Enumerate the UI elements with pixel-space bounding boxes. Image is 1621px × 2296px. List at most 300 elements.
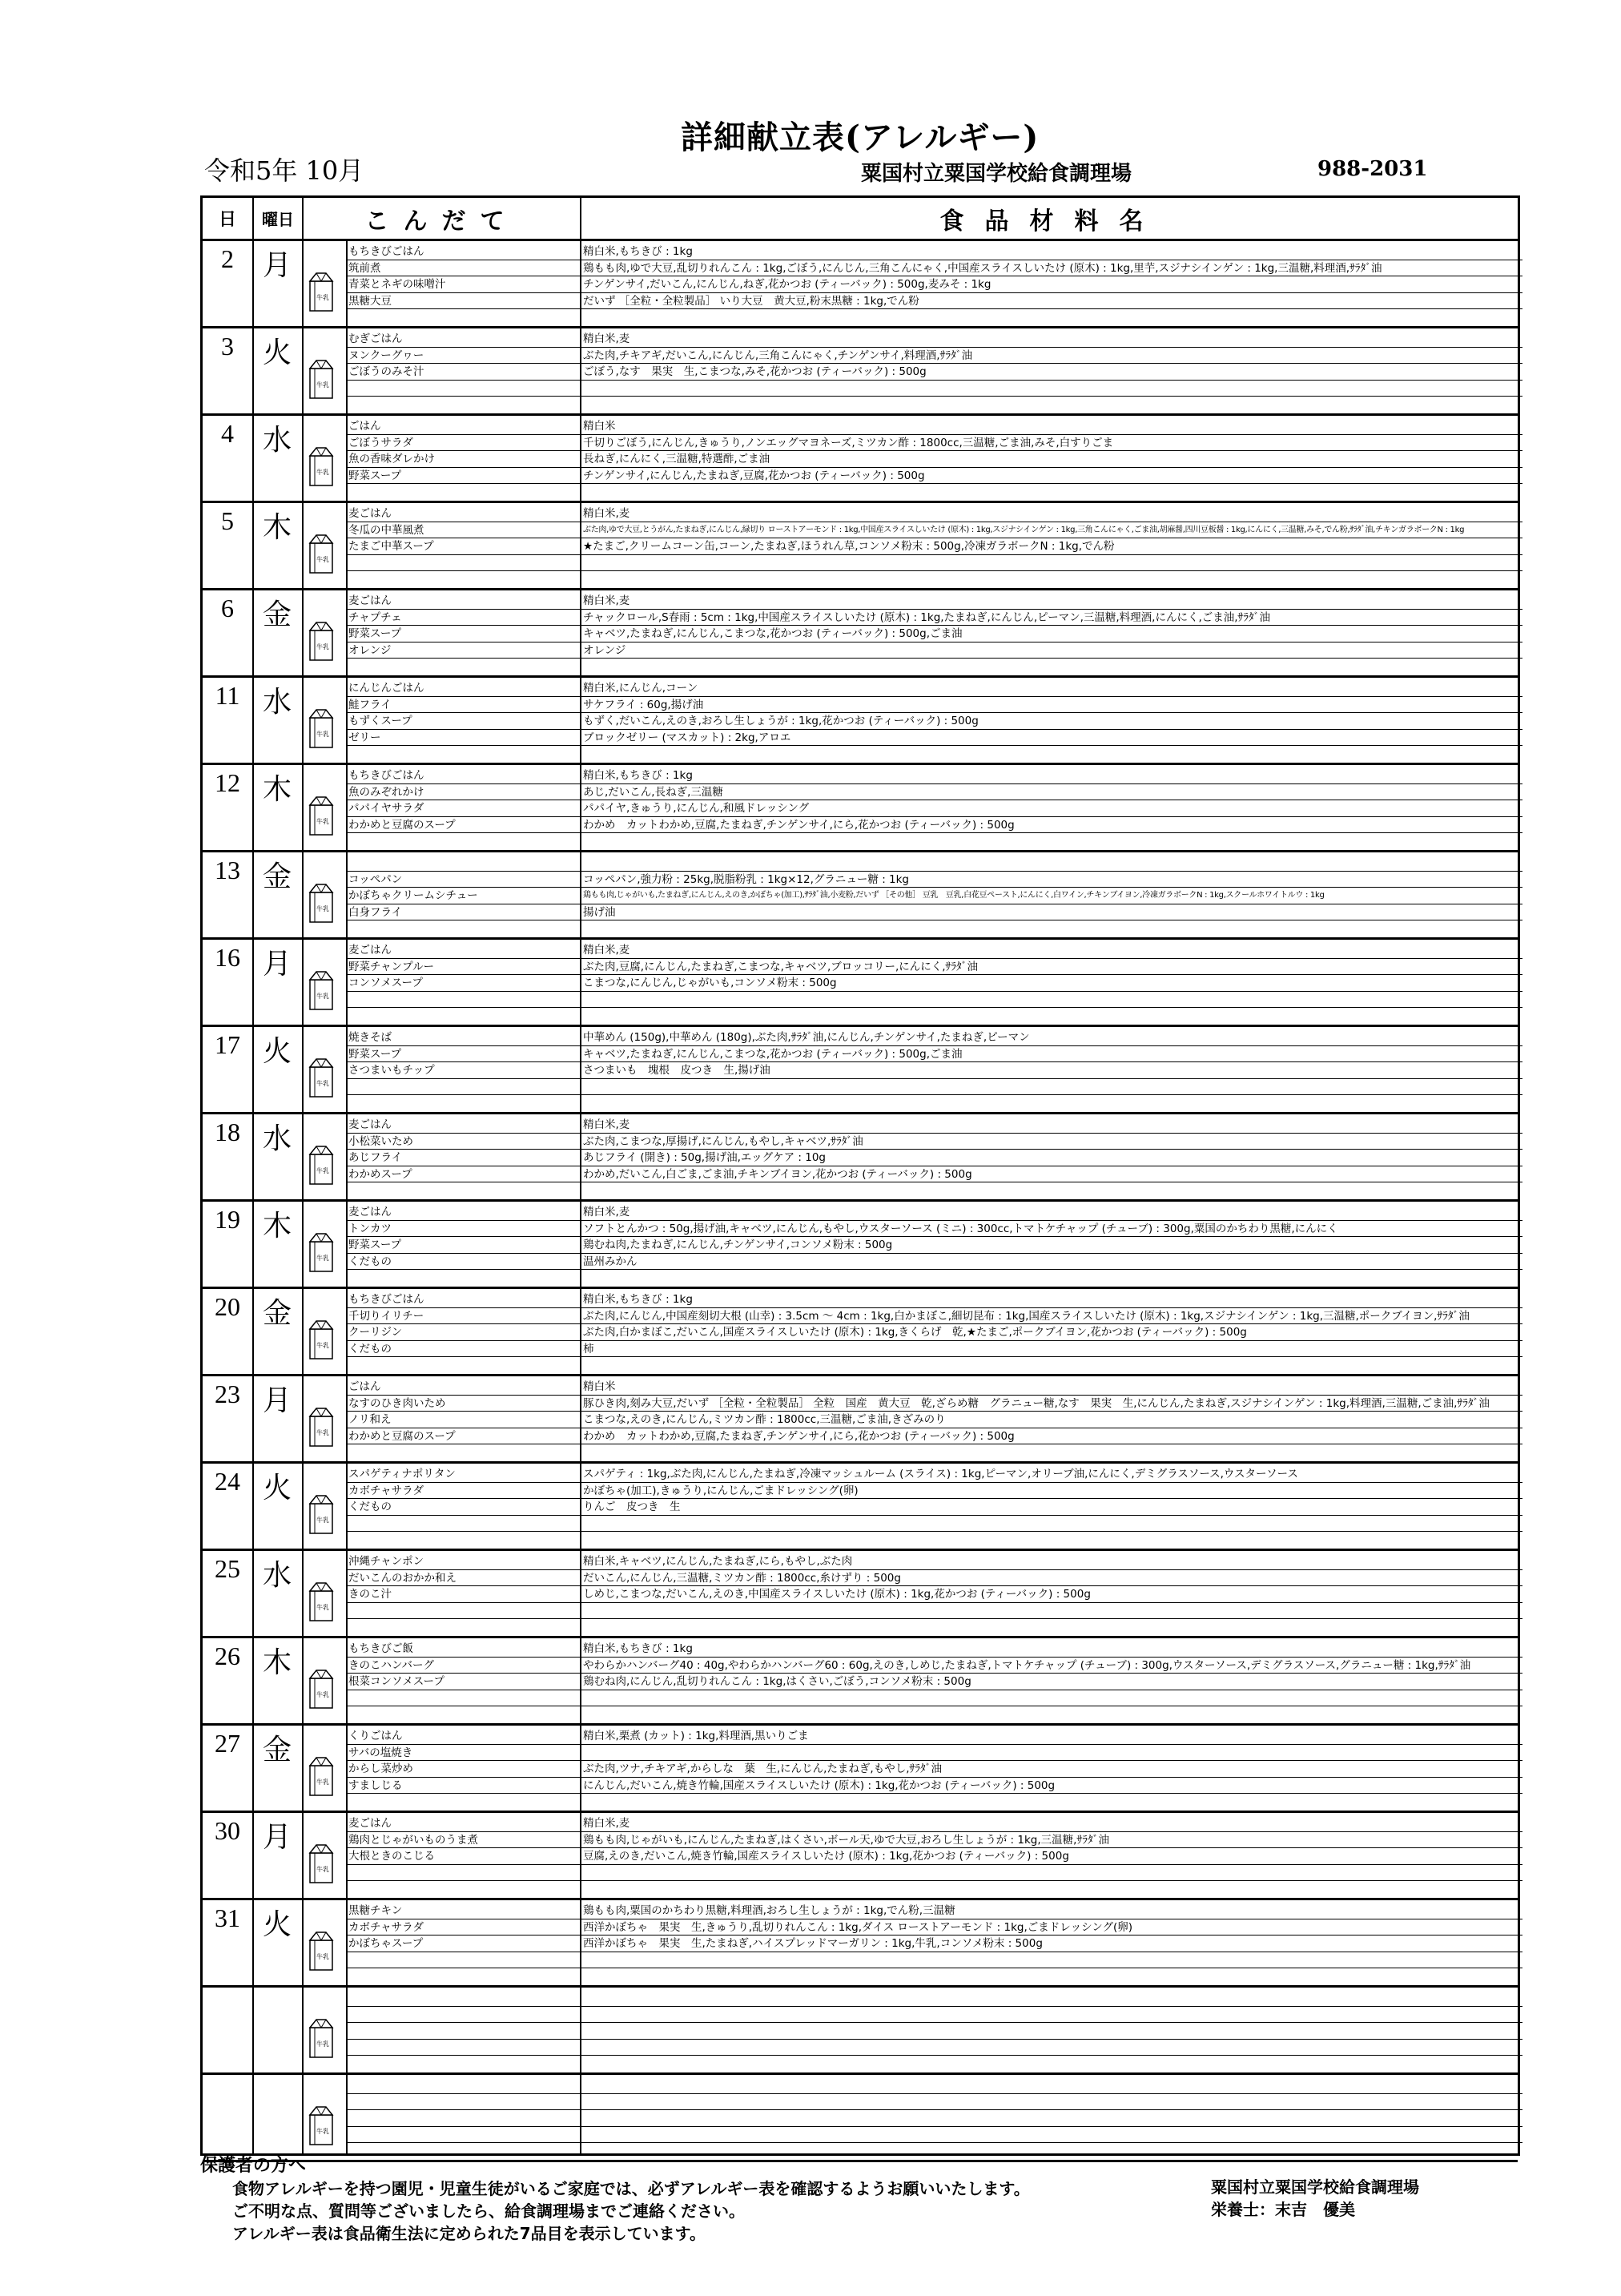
day-number: 6 [221,594,234,622]
dish-name: トンカツ [346,1221,580,1238]
dish-name: ノリ和え [346,1412,580,1428]
dish-name: パパイヤサラダ [346,800,580,817]
ingredient-list: ぶた肉,豆腐,にんじん,たまねぎ,こまつな,キャベツ,ブロッコリー,にんにく,ｻﾗﾀﾞ油 [580,959,1522,976]
svg-text:牛乳: 牛乳 [316,556,329,563]
day-block [203,1638,1518,1726]
weekday: 月 [262,249,292,282]
day-number: 24 [215,1467,240,1496]
ingredient-list [580,397,1522,413]
dish-name [346,1270,580,1287]
milk-carton-icon [308,2105,334,2145]
milk-carton-icon [308,1319,334,1359]
dish-name: くりごはん [346,1728,580,1745]
dish-name: 黒糖大豆 [346,293,580,310]
issuer-name: 粟国村立粟国学校給食調理場 [861,162,1132,186]
ingredient-list: 揚げ油 [580,904,1522,921]
ingredient-list: 豆腐,えのき,だいこん,焼き竹輪,国産スライスしいたけ (原木) : 1kg,花かつお (ティーバック) : 500g [580,1848,1522,1865]
svg-text:牛乳: 牛乳 [316,1167,329,1174]
ingredient-list: 西洋かぼちゃ 果実 生,きゅうり,乱切りれんこん : 1kg,ダイス ローストアーモンド : 1kg,ごまドレッシング(卵) [580,1919,1522,1936]
nutritionist-name: 栄養士：末吉 優美 [1211,2200,1355,2219]
dish-name: 麦ごはん [346,1204,580,1221]
dish-name: 根菜コンソメスープ [346,1674,580,1690]
dish-name [346,381,580,397]
ingredient-list: さつまいも 塊根 皮つき 生,揚げ油 [580,1062,1522,1079]
ingredient-list: ぶた肉,にんじん,中国産刻切大根 (山幸) : 3.5cm ～ 4cm : 1kg,白かまぼこ,細切昆布 : 1kg,国産スライスしいたけ (原木) : 1kg,スジナシインゲン : 1kg,三温糖,ポークブイヨン,ｻﾗﾀﾞ油 [580,1308,1522,1325]
header-menu: こんだて [302,198,580,239]
day-block [203,1027,1518,1114]
ingredient-list: パパイヤ,きゅうり,にんじん,和風ドレッシング [580,800,1522,817]
ingredient-list: ぶた肉,白かまぼこ,だいこん,国産スライスしいたけ (原木) : 1kg,きくらげ 乾,★たまご,ポークブイヨン,花かつお (ティーバック) : 500g [580,1324,1522,1341]
dish-name: 野菜スープ [346,1237,580,1254]
milk-carton-icon [308,796,334,836]
svg-text:牛乳: 牛乳 [316,905,329,912]
ingredient-list: ブロックゼリー (マスカット) : 2kg,アロエ [580,730,1522,747]
ingredient-list: 精白米,もちきび : 1kg [580,244,1522,260]
ingredient-list [580,1270,1522,1287]
svg-text:牛乳: 牛乳 [316,993,329,1000]
ingredient-list: チャックロール,S春雨 : 5cm : 1kg,中国産スライスしいたけ (原木) : 1kg,たまねぎ,にんじん,ピーマン,三温糖,料理酒,にんにく,ごま油,ｻﾗﾀﾞ油 [580,610,1522,626]
ingredient-list: 長ねぎ,にんにく,三温糖,特選酢,ごま油 [580,451,1522,468]
milk-carton-icon [308,359,334,399]
dish-name: 麦ごはん [346,506,580,522]
dish-name [346,2056,580,2072]
milk-carton-icon [308,708,334,748]
ingredient-list: 中華めん (150g),中華めん (180g),ぶた肉,ｻﾗﾀﾞ油,にんじん,チンゲンサイ,たまねぎ,ピーマン [580,1029,1522,1046]
header-ingredients: 食品材料名 [580,198,1522,239]
dish-name [346,855,580,872]
page-title: 詳細献立表(アレルギー) [681,119,1040,156]
ingredient-list: 鶏もも肉,じゃがいも,たまねぎ,にんじん,えのき,かぼちゃ(加工),ｻﾗﾀﾞ油,小麦粉,だいず ［その他］ 豆乳 豆乳,白花豆ペースト,にんにく,白ワイン,チキンブイヨン,冷凍ガラボークN : 1kg,スクールホワイトルウ : 1kg [580,888,1522,904]
dish-name [346,309,580,326]
ingredient-list [580,309,1522,326]
milk-carton-icon [308,883,334,923]
day-block [203,1726,1518,1813]
header-day: 日 [218,209,236,230]
dish-name: むぎごはん [346,331,580,348]
weekday: 木 [262,511,292,544]
ingredient-list: 千切りごぼう,にんじん,きゅうり,ノンエッグマヨネーズ,ミツカン酢 : 1800cc,三温糖,ごま油,みそ,白すりごま [580,435,1522,452]
milk-carton-icon [308,970,334,1010]
milk-carton-icon [308,621,334,661]
svg-text:牛乳: 牛乳 [316,1691,329,1698]
day-number: 12 [215,768,240,797]
ingredient-list: 鶏もも肉,粟国のかちわり黒糖,料理酒,おろし生しょうが : 1kg,でん粉,三温糖 [580,1903,1522,1919]
dish-name [346,2127,580,2144]
ingredient-list [580,1690,1522,1707]
dish-name: 麦ごはん [346,942,580,959]
weekday: 金 [262,1297,292,1330]
ingredient-list: 精白米,麦 [580,1815,1522,1832]
ingredient-list [580,2023,1522,2040]
dish-name [346,2077,580,2094]
dish-name: 野菜スープ [346,1046,580,1063]
dish-name: クーリジン [346,1324,580,1341]
day-number: 27 [215,1729,240,1758]
dish-name: ごぼうのみそ汁 [346,364,580,381]
dish-name: にんじんごはん [346,680,580,697]
dish-name [346,2110,580,2127]
dish-name [346,1952,580,1969]
weekday: 火 [262,1908,292,1941]
day-block [203,678,1518,765]
day-number: 25 [215,1554,240,1583]
ingredient-list: 精白米,キャベツ,にんじん,たまねぎ,にら,もやし,ぶた肉 [580,1553,1522,1570]
dish-name: さつまいもチップ [346,1062,580,1079]
ingredient-list [580,1745,1522,1762]
svg-text:牛乳: 牛乳 [316,731,329,738]
day-number: 17 [215,1030,240,1059]
ingredient-list [580,1357,1522,1374]
ingredient-list: 精白米,麦 [580,506,1522,522]
day-number: 23 [215,1380,240,1408]
dish-name: 麦ごはん [346,593,580,610]
notice-heading: 保護者の方へ [200,2156,307,2176]
weekday: 月 [262,1384,292,1417]
day-block [203,765,1518,852]
dish-name: あじフライ [346,1150,580,1166]
dish-name: 魚のみぞれかけ [346,784,580,801]
svg-text:牛乳: 牛乳 [316,1866,329,1873]
ingredient-list: ごぼう,なす 果実 生,こまつな,みそ,花かつお (ティーバック) : 500g [580,364,1522,381]
ingredient-list [580,992,1522,1009]
ingredient-list: ★たまご,クリームコーン缶,コーン,たまねぎ,ほうれん草,コンソメ粉末 : 500g,冷凍ガラボークN : 1kg,でん粉 [580,538,1522,555]
ingredient-list: 精白米,もちきび : 1kg [580,1291,1522,1308]
dish-name: もずくスープ [346,713,580,730]
ingredient-list: コッペパン,強力粉 : 25kg,脱脂粉乳 : 1kg×12,グラニュー糖 : 1kg [580,872,1522,888]
dish-name [346,1182,580,1199]
dish-name [346,1444,580,1461]
menu-table [200,195,1520,2156]
day-number: 19 [215,1205,240,1234]
ingredient-list: あじフライ (開き) : 50g,揚げ油,エッグケア : 10g [580,1150,1522,1166]
ingredient-list: チンゲンサイ,にんじん,たまねぎ,豆腐,花かつお (ティーバック) : 500g [580,468,1522,485]
weekday: 月 [262,1821,292,1854]
ingredient-list: こまつな,えのき,にんじん,ミツカン酢 : 1800cc,三温糖,ごま油,きざみのり [580,1412,1522,1428]
dish-name: ごはん [346,1379,580,1396]
ingredient-list: 西洋かぼちゃ 果実 生,たまねぎ,ハイスプレッドマーガリン : 1kg,牛乳,コンソメ粉末 : 500g [580,1935,1522,1952]
ingredient-list: 精白米,もちきび : 1kg [580,767,1522,784]
dish-name: コンソメスープ [346,975,580,992]
notice-line: ご不明な点、質問等ございましたら、給食調理場までご連絡ください。 [232,2201,745,2221]
svg-text:牛乳: 牛乳 [316,643,329,651]
dish-name: きのこハンバーグ [346,1658,580,1674]
weekday: 水 [262,1122,292,1155]
dish-name [346,920,580,937]
milk-carton-icon [308,1145,334,1185]
ingredient-list: ぶた肉,ツナ,チキアギ,からしな 葉 生,にんじん,たまねぎ,もやし,ｻﾗﾀﾞ油 [580,1761,1522,1778]
day-number: 20 [215,1292,240,1321]
dish-name [346,1619,580,1636]
ingredient-list [580,1706,1522,1723]
dish-name [346,1881,580,1898]
day-block [203,2075,1518,2162]
ingredient-list: 鶏むね肉,たまねぎ,にんじん,チンゲンサイ,コンソメ粉末 : 500g [580,1237,1522,1254]
ingredient-list [580,1516,1522,1533]
dish-name: くだもの [346,1254,580,1271]
day-block [203,503,1518,590]
dish-name: もちきびごはん [346,767,580,784]
ingredient-list: 精白米,麦 [580,331,1522,348]
ingredient-list: わかめ,だいこん,白ごま,ごま油,チキンブイヨン,花かつお (ティーバック) : 500g [580,1166,1522,1183]
dish-name: 麦ごはん [346,1117,580,1134]
table-header [203,198,1518,241]
day-number: 5 [221,506,234,535]
ingredient-list: 精白米,麦 [580,942,1522,959]
milk-carton-icon [308,534,334,574]
dish-name [346,2040,580,2056]
day-block [203,1813,1518,1900]
dish-name [346,2094,580,2111]
day-block [203,940,1518,1027]
weekday: 水 [262,1559,292,1592]
dish-name: ごはん [346,418,580,435]
signature-block [1211,2176,1419,2221]
dish-name [346,1706,580,1723]
weekday: 木 [262,1646,292,1679]
day-number: 13 [215,856,240,884]
ingredient-list [580,1532,1522,1549]
dish-name: オレンジ [346,642,580,659]
dish-name: 小松菜いため [346,1134,580,1150]
dish-name [346,1532,580,1549]
dish-name: だいこんのおかか和え [346,1570,580,1587]
ingredient-list: 精白米,もちきび : 1kg [580,1641,1522,1658]
ingredient-list [580,855,1522,872]
ingredient-list [580,1865,1522,1882]
ingredient-list: こまつな,にんじん,じゃがいも,コンソメ粉末 : 500g [580,975,1522,992]
dish-name [346,397,580,413]
ingredient-list [580,1794,1522,1811]
milk-carton-icon [308,2018,334,2058]
ingredient-list [580,1881,1522,1898]
ingredient-list [580,2056,1522,2072]
milk-carton-icon [308,272,334,312]
dish-name: スパゲティナポリタン [346,1466,580,1483]
ingredient-list: 精白米 [580,418,1522,435]
day-block [203,852,1518,940]
svg-text:牛乳: 牛乳 [316,2040,329,2048]
dish-name: わかめと豆腐のスープ [346,1428,580,1445]
dish-name: からし菜炒め [346,1761,580,1778]
ingredient-list: キャベツ,たまねぎ,にんじん,こまつな,花かつお (ティーバック) : 500g,ごま油 [580,626,1522,642]
ingredient-list: 精白米,麦 [580,1117,1522,1134]
weekday: 火 [262,336,292,369]
ingredient-list [580,1182,1522,1199]
svg-text:牛乳: 牛乳 [316,2128,329,2135]
dish-name [346,1357,580,1374]
milk-carton-icon [308,1494,334,1534]
ingredient-list: 鶏もも肉,じゃがいも,にんじん,たまねぎ,はくさい,ボール天,ゆで大豆,おろし生しょうが : 1kg,三温糖,ｻﾗﾀﾞ油 [580,1832,1522,1849]
dish-name: もちきびごはん [346,244,580,260]
day-block [203,1988,1518,2075]
ingredient-list [580,2077,1522,2094]
day-number: 4 [221,419,234,448]
ingredient-list [580,2127,1522,2144]
ingredient-list: もずく,だいこん,えのき,おろし生しょうが : 1kg,花かつお (ティーバック) : 500g [580,713,1522,730]
ingredient-list [580,484,1522,501]
dish-name: たまご中華スープ [346,538,580,555]
dish-name [346,2023,580,2040]
ingredient-list: スパゲティ : 1kg,ぶた肉,にんじん,たまねぎ,冷凍マッシュルーム (スライス) : 1kg,ピーマン,オリーブ油,にんにく,デミグラスソース,ウスターソース [580,1466,1522,1483]
dish-name [346,1079,580,1096]
ingredient-list: ぶた肉,チキアギ,だいこん,にんじん,三角こんにゃく,チンゲンサイ,料理酒,ｻﾗﾀﾞ油 [580,348,1522,365]
notice-line: アレルギー表は食品衛生法に定められた7品目を表示しています。 [232,2224,706,2243]
ingredient-list: だいず ［全粒・全粒製品］ いり大豆 黄大豆,粉末黒糖 : 1kg,でん粉 [580,293,1522,310]
dish-name: なすのひき肉いため [346,1396,580,1412]
milk-carton-icon [308,446,334,486]
ingredient-list: 精白米,麦 [580,593,1522,610]
ingredient-list: しめじ,こまつな,だいこん,えのき,中国産スライスしいたけ (原木) : 1kg,花かつお (ティーバック) : 500g [580,1586,1522,1603]
dish-name [346,1794,580,1811]
dish-name: わかめと豆腐のスープ [346,817,580,834]
dish-name: 黒糖チキン [346,1903,580,1919]
ingredient-list: 豚ひき肉,刻み大豆,だいず ［全粒・全粒製品］ 全粒 国産 黄大豆 乾,ざらめ糖 グラニュー糖,なす 果実 生,にんじん,たまねぎ,スジナシインゲン : 1kg,料理酒,三温糖,ごま油,ｻﾗﾀﾞ油 [580,1396,1522,1412]
ingredient-list [580,1619,1522,1636]
weekday: 火 [262,1035,292,1068]
day-block [203,1289,1518,1376]
svg-text:牛乳: 牛乳 [316,1778,329,1786]
ingredient-list: 精白米 [580,1379,1522,1396]
weekday: 月 [262,948,292,981]
day-block [203,1464,1518,1551]
ingredient-list [580,920,1522,937]
ingredient-list: サケフライ : 60g,揚げ油 [580,697,1522,714]
milk-carton-icon [308,1843,334,1883]
day-number: 26 [215,1641,240,1670]
dish-name [346,1690,580,1707]
dish-name: 鶏肉とじゃがいものうま煮 [346,1832,580,1849]
weekday: 水 [262,686,292,719]
dish-name: 千切りイリチー [346,1308,580,1325]
ingredient-list: りんご 皮つき 生 [580,1499,1522,1516]
dish-name [346,555,580,572]
ingredient-list: 精白米,にんじん,コーン [580,680,1522,697]
ingredient-list: にんじん,だいこん,焼き竹輪,国産スライスしいたけ (原木) : 1kg,花かつお (ティーバック) : 500g [580,1778,1522,1795]
day-block [203,1551,1518,1638]
milk-carton-icon [308,1581,334,1621]
day-block [203,1900,1518,1988]
dish-name: わかめスープ [346,1166,580,1183]
header-weekday: 曜日 [252,198,302,239]
ingredient-list: 鶏むね肉,にんじん,乱切りれんこん : 1kg,はくさい,ごぼう,コンソメ粉末 : 500g [580,1674,1522,1690]
ingredient-list: だいこん,にんじん,三温糖,ミツカン酢 : 1800cc,糸けずり : 500g [580,1570,1522,1587]
notice-line: 食物アレルギーを持つ園児・児童生徒がいるご家庭では、必ずアレルギー表を確認するようお願いいたします。 [232,2179,1030,2198]
month-label: 令和5年 10月 [204,155,364,186]
ingredient-list [580,1603,1522,1620]
ingredient-list: わかめ カットわかめ,豆腐,たまねぎ,チンゲンサイ,にら,花かつお (ティーバック) : 500g [580,817,1522,834]
dish-name: ごぼうサラダ [346,435,580,452]
dish-name: くだもの [346,1341,580,1358]
dish-name [346,992,580,1009]
dish-name [346,1603,580,1620]
ingredient-list [580,2040,1522,2056]
ingredient-list: 温州みかん [580,1254,1522,1271]
ingredient-list: オレンジ [580,642,1522,659]
svg-text:牛乳: 牛乳 [316,294,329,301]
dish-name: かぼちゃクリームシチュー [346,888,580,904]
dish-name: くだもの [346,1499,580,1516]
dish-name [346,833,580,850]
svg-text:牛乳: 牛乳 [316,818,329,825]
dish-name [346,1990,580,2007]
day-block [203,1376,1518,1464]
svg-text:牛乳: 牛乳 [316,1953,329,1960]
ingredient-list: ぶた肉,こまつな,厚揚げ,にんじん,もやし,キャベツ,ｻﾗﾀﾞ油 [580,1134,1522,1150]
svg-text:牛乳: 牛乳 [316,1429,329,1436]
dish-name: 白身フライ [346,904,580,921]
dish-name: 鮭フライ [346,697,580,714]
dish-name: すましじる [346,1778,580,1795]
ingredient-list [580,1444,1522,1461]
ingredient-list [580,2007,1522,2024]
milk-carton-icon [308,1232,334,1272]
day-block [203,416,1518,503]
dish-name: かぼちゃスープ [346,1935,580,1952]
ingredient-list [580,1952,1522,1969]
day-number: 30 [215,1816,240,1845]
dish-name: ヌンクーグヮー [346,348,580,365]
milk-carton-icon [308,1756,334,1796]
milk-carton-icon [308,1931,334,1971]
day-number: 3 [221,332,234,361]
day-number: 18 [215,1118,240,1146]
dish-name: 野菜チャンプルー [346,959,580,976]
svg-text:牛乳: 牛乳 [316,381,329,389]
dish-name [346,1516,580,1533]
ingredient-list: ぶた肉,ゆで大豆,とうがん,たまねぎ,にんじん,緑切り ローストアーモンド : 1kg,中国産スライスしいたけ (原木) : 1kg,スジナシインゲン : 1kg,三角こんにゃく,ごま油,胡麻醤,四川豆板醤 : 1kg,にんにく,三温糖,みそ,でん粉,ｻﾗﾀﾞ油,チキンガラボークN : 1kg [580,522,1522,539]
dish-name: もちきびごはん [346,1291,580,1308]
dish-name: 野菜スープ [346,626,580,642]
day-block [203,1114,1518,1202]
ingredient-list [580,2110,1522,2127]
ingredient-list: 柿 [580,1341,1522,1358]
dish-name [346,1865,580,1882]
ingredient-list: わかめ カットわかめ,豆腐,たまねぎ,チンゲンサイ,にら,花かつお (ティーバック) : 500g [580,1428,1522,1445]
ingredient-list [580,555,1522,572]
dish-name: 麦ごはん [346,1815,580,1832]
ingredient-list: キャベツ,たまねぎ,にんじん,こまつな,花かつお (ティーバック) : 500g,ごま油 [580,1046,1522,1063]
ingredient-list: 精白米,栗煮 (カット) : 1kg,料理酒,黒いりごま [580,1728,1522,1745]
ingredient-list [580,1079,1522,1096]
issuer-code: 988-2031 [1317,157,1428,181]
svg-text:牛乳: 牛乳 [316,469,329,476]
svg-text:牛乳: 牛乳 [316,1342,329,1349]
dish-name [346,1968,580,1985]
ingredient-list [580,571,1522,588]
ingredient-list [580,1008,1522,1025]
dish-name: 大根ときのこじる [346,1848,580,1865]
org-name: 粟国村立粟国学校給食調理場 [1211,2177,1419,2197]
day-number: 11 [215,681,240,710]
dish-name: カボチャサラダ [346,1919,580,1936]
dish-name: 野菜スープ [346,468,580,485]
dish-name [346,2007,580,2024]
dish-name: サバの塩焼き [346,1745,580,1762]
weekday: 金 [262,860,292,893]
weekday: 火 [262,1472,292,1504]
dish-name: ゼリー [346,730,580,747]
ingredient-list: かぼちゃ(加工),きゅうり,にんじん,ごまドレッシング(卵) [580,1483,1522,1500]
milk-carton-icon [308,1407,334,1447]
dish-name [346,571,580,588]
day-number: 31 [215,1903,240,1932]
dish-name: コッペパン [346,872,580,888]
ingredient-list [580,833,1522,850]
weekday: 水 [262,424,292,457]
svg-text:牛乳: 牛乳 [316,1255,329,1262]
dish-name: 冬瓜の中華風煮 [346,522,580,539]
ingredient-list [580,2094,1522,2111]
